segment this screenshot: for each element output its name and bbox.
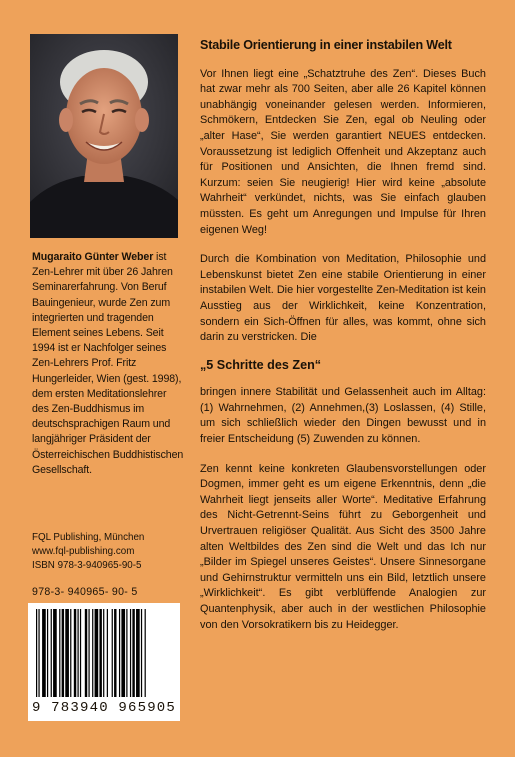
- barcode-bar: [99, 609, 101, 697]
- paragraph-intro: Vor Ihnen liegt eine „Schatztruhe des Zen“. Dieses Buch hat zwar mehr als 700 Seiten, aber alle 26 Kapitel können unabhängig voneinander gelesen werden. Informieren, Schmökern, Entdecken Sie Zen, egal ob Neuling oder „alter Hase“, Sie werden garantiert NEUES entdecken. Voraussetzung ist lediglich Offenheit und Akzeptanz auch für Positionen und Ansichten, die Ihnen fremd sind. Kurzum: seien Sie neugierig! Hier wird keine „absolute Wahrheit“ verkündet, nichts, was Sie einfach glauben müssten. Es geht um Anregungen und Impulse für Ihren eigenen Weg!: [200, 67, 486, 236]
- barcode-bar: [126, 609, 127, 697]
- barcode-bar: [132, 609, 134, 697]
- left-column: [0, 0, 190, 757]
- paragraph-five-steps: bringen innere Stabilität und Gelassenheit auch im Alltag: (1) Wahrnehmen, (2) Annehmen,(3) Loslassen, (4) Stille, um sich schließlich wieder den Dingen bewusst und in freier Entscheidung (5) Zuwenden zu können.: [200, 386, 486, 446]
- main-heading: Stabile Orientierung in einer instabilen Welt: [200, 38, 452, 52]
- barcode-bar: [95, 609, 99, 697]
- barcode-bar: [74, 609, 76, 697]
- right-column: [200, 38, 486, 633]
- paragraph-orientation: Durch die Kombination von Meditation, Philosophie und Lebenskunst bietet Zen eine stabile Orientierung in einer instabilen Welt. Die hier vorgestellte Zen-Meditation ist kein Ausstieg aus der Wirklichkeit, keine Konzentration, sondern ein Sich-Öffnen für alles, was kommt, ohne sich darin zu verstricken. Die: [200, 253, 486, 344]
- author-bio: [32, 250, 184, 478]
- author-photo: [30, 34, 178, 238]
- barcode-bar: [114, 609, 116, 697]
- barcode-bar: [51, 609, 52, 697]
- barcode-bar: [70, 609, 71, 697]
- barcode-bar: [80, 609, 81, 697]
- barcode-bar: [88, 609, 89, 697]
- barcode-bar: [62, 609, 64, 697]
- subheading-five-steps: „5 Schritte des Zen“: [200, 357, 322, 372]
- barcode-isbn-text: 978-3- 940965- 90- 5: [32, 586, 138, 598]
- publisher-name: FQL Publishing, München: [32, 532, 145, 543]
- barcode-bar: [77, 609, 78, 697]
- publisher-website: www.fql-publishing.com: [32, 546, 135, 557]
- author-name: Mugaraito Günter Weber: [32, 251, 154, 263]
- barcode-digits: 9 783940 965905: [28, 697, 180, 719]
- publisher-info: [32, 531, 184, 573]
- barcode-bar: [103, 609, 104, 697]
- barcode-bar: [112, 609, 113, 697]
- barcode-bar: [136, 609, 140, 697]
- barcode-bar: [141, 609, 142, 697]
- author-portrait-icon: [30, 34, 178, 238]
- barcode-bar: [42, 609, 46, 697]
- barcode-bar: [130, 609, 131, 697]
- barcode-bar: [47, 609, 48, 697]
- barcode-bar: [59, 609, 60, 697]
- barcode-bar: [121, 609, 125, 697]
- publisher-isbn: ISBN 978-3-940965-90-5: [32, 560, 142, 571]
- barcode-bar: [85, 609, 87, 697]
- paragraph-zen-knowledge: Zen kennt keine konkreten Glaubensvorstellungen oder Dogmen, immer geht es um eigene Erkenntnis, denn „die Wahrheit liegt jenseits aller Worte“. Meditative Erfahrung des Nicht-Getrennt-Seins führt zu Geborgenheit und Urvertrauen religiöser Qualität. Aus Sicht des 3500 Jahre alten Weltbildes des Zen sind die Welt und das Ich nur „Bilder im Spiegel unseres Geistes“. Unsere Sinnesorgane und Gehirnstruktur vermitteln uns ein Bild, letztlich unsere „Wirklichkeit“. Es gibt verblüffende Analogien zur Quantenphysik, aber auch in der westlichen Philosophie von den Vorsokratikern bis zu Heidegger.: [200, 462, 486, 631]
- barcode-bar: [65, 609, 69, 697]
- barcode-bar: [107, 609, 108, 697]
- barcode-bar: [119, 609, 120, 697]
- author-bio-text: ist Zen-Lehrer mit über 26 Jahren Seminarerfahrung. Von Beruf Bauingenieur, wurde Zen zum integrierten und tragenden Element seines Lebens. Seit 1994 ist er Nachfolger seines Zen-Lehrers Prof. Fritz Hungerleider, Wien (gest. 1998), dem ersten Meditationslehrer des Zen-Buddhismus im deutschsprachigen Raum und langjähriger Präsident der Österreichischen Buddhistischen Gesellschaft.: [32, 251, 184, 476]
- barcode-bar: [53, 609, 57, 697]
